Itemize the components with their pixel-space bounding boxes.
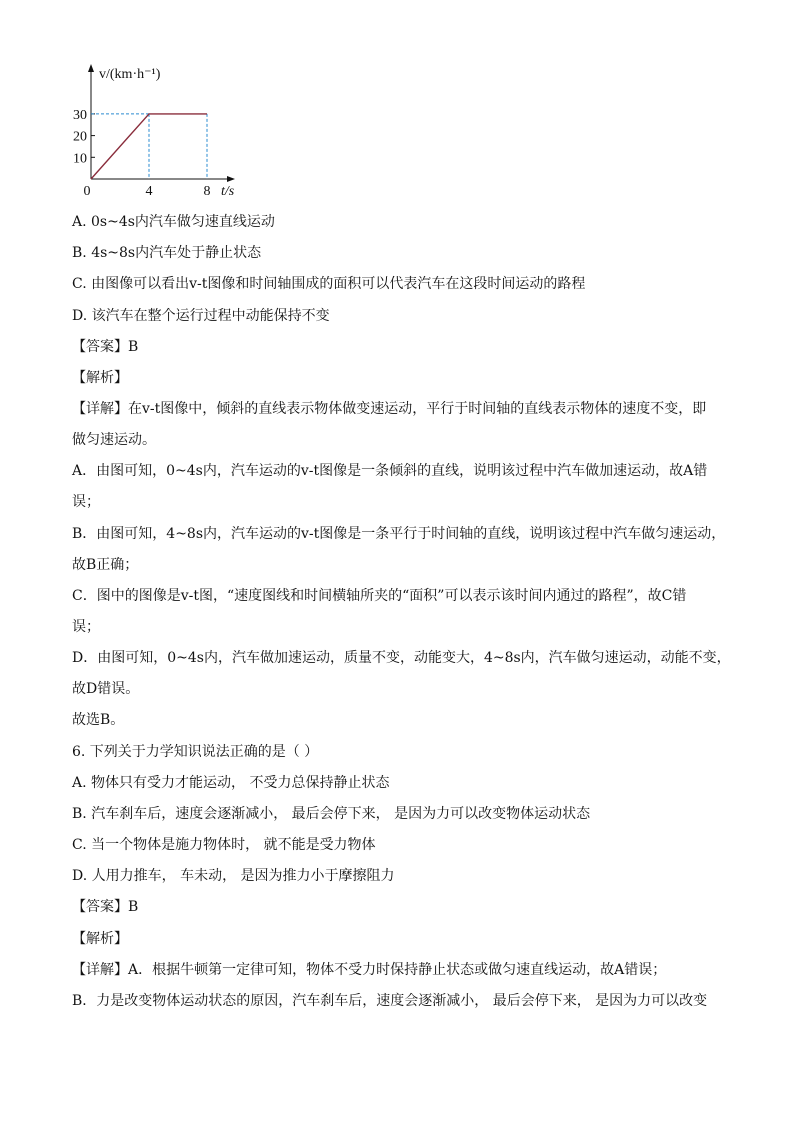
q5-option-b: B. 4s~8s内汽车处于静止状态 [72,245,262,261]
x-tick-label: 8 [203,184,211,199]
q5-option-a: A. 0s~4s内汽车做匀速直线运动 [72,214,275,230]
q6-detail-line: B．力是改变物体运动状态的原因，汽车刹车后，速度会逐渐减小， 最后会停下来， 是因为力可以改变 [72,993,708,1009]
q5-detail-line: 误； [72,619,100,635]
q5-option-c: C. 由图像可以看出v-t图像和时间轴围成的面积可以代表汽车在这段时间运动的路程 [72,276,586,292]
q5-detail-line: 【详解】在v-t图像中，倾斜的直线表示物体做变速运动，平行于时间轴的直线表示物体的速度不变，即 [72,401,707,417]
q6-option-b: B. 汽车刹车后，速度会逐渐减小， 最后会停下来， 是因为力可以改变物体运动状态 [72,806,591,822]
q5-detail-line: 做匀速运动。 [72,432,156,448]
q6-option-d: D. 人用力推车， 车未动， 是因为推力小于摩擦阻力 [72,868,395,884]
graph-dashed-guides [91,114,207,179]
y-axis-label: v/(km·h⁻¹) [99,67,161,82]
y-tick-label: 30 [73,107,87,123]
q5-conclusion: 故选B。 [72,712,125,728]
q6-stem: 6. 下列关于力学知识说法正确的是（ ） [72,744,319,760]
x-axis-label: t/s [221,184,235,199]
x-axis-arrow [227,176,235,182]
q5-detail-line: C．图中的图像是v-t图，“速度图线和时间横轴所夹的“面积”可以表示该时间内通过的路程”，故C错 [72,588,687,604]
q6-option-a: A. 物体只有受力才能运动， 不受力总保持静止状态 [72,775,390,791]
q6-analysis-label: 【解析】 [72,931,128,947]
q5-answer: 【答案】B [72,339,139,355]
q5-detail-line: 误； [72,494,100,510]
x-tick-label: 4 [145,184,153,199]
q5-option-d: D. 该汽车在整个运行过程中动能保持不变 [72,308,330,324]
vt-graph [72,62,252,200]
q5-detail-line: A．由图可知，0~4s内，汽车运动的v-t图像是一条倾斜的直线，说明该过程中汽车做加速运动，故A错 [72,463,708,479]
q5-detail-line: 故B正确； [72,557,139,573]
q5-detail-line: D．由图可知，0~4s内，汽车做加速运动，质量不变，动能变大，4~8s内，汽车做匀速运动，动能不变， [72,650,731,666]
q6-answer: 【答案】B [72,899,139,915]
y-tick-label: 20 [73,129,87,145]
q6-option-c: C. 当一个物体是施力物体时， 就不能是受力物体 [72,837,376,853]
q6-detail-line: 【详解】A．根据牛顿第一定律可知，物体不受力时保持静止状态或做匀速直线运动，故A错误； [72,962,667,978]
y-axis-arrow [88,64,94,72]
y-tick-label: 10 [73,151,87,167]
q5-detail-line: B．由图可知，4~8s内，汽车运动的v-t图像是一条平行于时间轴的直线，说明该过程中汽车做匀速运动， [72,526,726,542]
q5-analysis-label: 【解析】 [72,370,128,386]
origin-label: 0 [83,184,91,199]
q5-detail-line: 故D错误。 [72,681,140,697]
